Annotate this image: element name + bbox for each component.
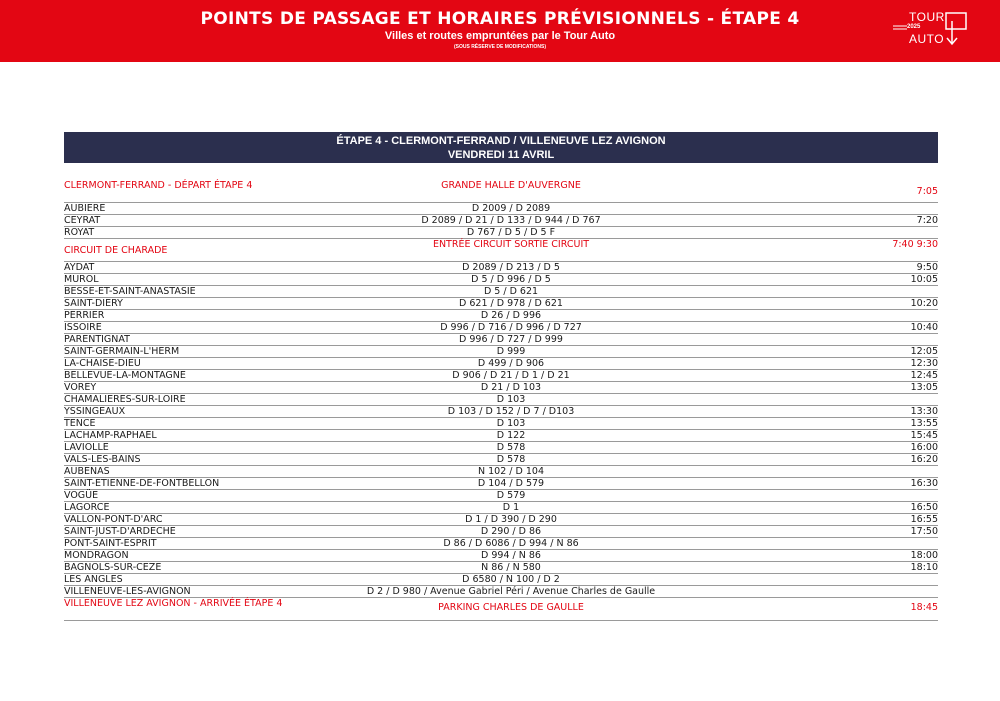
route-cell: D 999 <box>496 346 526 357</box>
route-cell: D 579 <box>496 490 526 501</box>
table-row-finish <box>64 598 938 621</box>
time-cell: 13:05 <box>910 382 938 393</box>
city-cell: VALS-LES-BAINS <box>64 454 141 465</box>
table-row <box>64 262 938 274</box>
time-cell: 7:20 <box>916 215 938 226</box>
table-row <box>64 406 938 418</box>
table-row <box>64 538 938 550</box>
route-cell: D 26 / D 996 <box>480 310 542 321</box>
route-cell: D 499 / D 906 <box>477 358 545 369</box>
table-row <box>64 562 938 574</box>
itinerary-table <box>64 180 938 621</box>
top-banner <box>0 0 1000 62</box>
city-cell: PARENTIGNAT <box>64 334 130 345</box>
route-cell: D 2089 / D 213 / D 5 <box>462 262 560 273</box>
time-cell: 16:20 <box>910 454 938 465</box>
route-cell: D 996 / D 716 / D 996 / D 727 <box>440 322 582 333</box>
city-cell: PONT-SAINT-ESPRIT <box>64 538 157 549</box>
logo-text-bottom: AUTO <box>909 32 945 46</box>
time-cell: 18:45 <box>910 602 938 613</box>
city-cell: BAGNOLS-SUR-CEZE <box>64 562 162 573</box>
city-cell: YSSINGEAUX <box>64 406 126 417</box>
city-cell: SAINT-GERMAIN-L'HERM <box>64 346 180 357</box>
route-cell: D 767 / D 5 / D 5 F <box>466 227 556 238</box>
route-cell: D 994 / N 86 <box>481 550 541 561</box>
time-cell: 12:05 <box>910 346 938 357</box>
table-row <box>64 298 938 310</box>
table-row <box>64 418 938 430</box>
route-cell: N 102 / D 104 <box>478 466 544 477</box>
route-cell: D 578 <box>496 442 526 453</box>
city-cell: SAINT-JUST-D'ARDECHE <box>64 526 176 537</box>
route-cell: D 2009 / D 2089 <box>471 203 551 214</box>
city-cell: LACHAMP-RAPHAEL <box>64 430 157 441</box>
route-cell: D 906 / D 21 / D 1 / D 21 <box>452 370 570 381</box>
table-row <box>64 454 938 466</box>
stage-date: VENDREDI 11 AVRIL <box>447 149 555 161</box>
table-row-circuit <box>64 239 938 262</box>
route-cell: D 1 / D 390 / D 290 <box>465 514 557 525</box>
route-cell: D 578 <box>496 454 526 465</box>
page-title: POINTS DE PASSAGE ET HORAIRES PRÉVISIONNELS - ÉTAPE 4 <box>200 9 800 29</box>
time-cell: 13:30 <box>910 406 938 417</box>
city-cell: TENCE <box>64 418 96 429</box>
route-cell: D 103 <box>496 418 526 429</box>
table-row <box>64 442 938 454</box>
table-row <box>64 574 938 586</box>
city-cell: CEYRAT <box>64 215 101 226</box>
city-cell: LES ANGLES <box>64 574 123 585</box>
city-cell: MONDRAGON <box>64 550 129 561</box>
route-cell: N 86 / N 580 <box>481 562 541 573</box>
table-row <box>64 215 938 227</box>
city-cell: ROYAT <box>64 227 95 238</box>
route-cell: D 5 / D 996 / D 5 <box>471 274 551 285</box>
logo-text-year: 2025 <box>907 24 921 30</box>
time-cell: 10:20 <box>910 298 938 309</box>
city-cell: VALLON-PONT-D'ARC <box>64 514 163 525</box>
city-cell: PERRIER <box>64 310 105 321</box>
stage-title: ÉTAPE 4 - CLERMONT-FERRAND / VILLENEUVE LEZ AVIGNON <box>336 135 666 147</box>
table-row <box>64 382 938 394</box>
route-cell: D 996 / D 727 / D 999 <box>459 334 563 345</box>
city-cell: VILLENEUVE-LES-AVIGNON <box>64 586 191 597</box>
city-cell: SAINT-DIERY <box>64 298 123 309</box>
route-cell: D 5 / D 621 <box>483 286 539 297</box>
time-cell: 16:50 <box>910 502 938 513</box>
time-cell: 13:55 <box>910 418 938 429</box>
route-cell: D 2089 / D 21 / D 133 / D 944 / D 767 <box>421 215 601 226</box>
time-cell: 17:50 <box>910 526 938 537</box>
city-cell: AUBIERE <box>64 203 106 214</box>
time-cell: 12:45 <box>910 370 938 381</box>
time-cell: 10:05 <box>910 274 938 285</box>
route-cell: PARKING CHARLES DE GAULLE <box>438 602 584 613</box>
table-row <box>64 310 938 322</box>
city-cell: VOGÜE <box>64 490 99 501</box>
city-cell: VOREY <box>64 382 97 393</box>
time-cell: 12:30 <box>910 358 938 369</box>
city-cell: BELLEVUE-LA-MONTAGNE <box>64 370 186 381</box>
city-cell: MUROL <box>64 274 99 285</box>
route-cell: D 86 / D 6086 / D 994 / N 86 <box>443 538 579 549</box>
table-row <box>64 526 938 538</box>
disclaimer-note: (SOUS RÉSERVE DE MODIFICATIONS) <box>453 44 547 50</box>
table-row <box>64 550 938 562</box>
city-cell: CHAMALIERES-SUR-LOIRE <box>64 394 186 405</box>
route-cell: GRANDE HALLE D'AUVERGNE <box>441 180 581 191</box>
route-cell: D 290 / D 86 <box>480 526 542 537</box>
table-row <box>64 346 938 358</box>
route-cell: D 21 / D 103 <box>480 382 542 393</box>
time-cell: 18:00 <box>910 550 938 561</box>
time-cell: 7:40 9:30 <box>892 239 938 250</box>
table-row <box>64 286 938 298</box>
table-row <box>64 502 938 514</box>
city-cell: BESSE-ET-SAINT-ANASTASIE <box>64 286 196 297</box>
time-cell: 7:05 <box>916 186 938 197</box>
route-cell: D 103 / D 152 / D 7 / D103 <box>447 406 575 417</box>
route-cell: ENTRÉE CIRCUIT SORTIE CIRCUIT <box>432 239 590 250</box>
stage-header <box>64 132 938 163</box>
table-row <box>64 334 938 346</box>
city-cell: SAINT-ETIENNE-DE-FONTBELLON <box>64 478 220 489</box>
route-cell: D 6580 / N 100 / D 2 <box>462 574 560 585</box>
time-cell: 15:45 <box>910 430 938 441</box>
time-cell: 10:40 <box>910 322 938 333</box>
table-row <box>64 478 938 490</box>
route-cell: D 104 / D 579 <box>477 478 545 489</box>
table-row <box>64 203 938 215</box>
time-cell: 16:30 <box>910 478 938 489</box>
table-row <box>64 322 938 334</box>
tour-auto-logo <box>893 9 971 51</box>
page-subtitle: Villes et routes empruntées par le Tour Auto <box>384 30 616 42</box>
time-cell: 16:55 <box>910 514 938 525</box>
time-cell: 18:10 <box>910 562 938 573</box>
logo-text-top: TOUR <box>909 10 945 24</box>
table-row <box>64 514 938 526</box>
table-row <box>64 358 938 370</box>
table-row <box>64 227 938 239</box>
route-cell: D 122 <box>496 430 526 441</box>
city-cell: AUBENAS <box>64 466 110 477</box>
city-cell: VILLENEUVE LEZ AVIGNON - ARRIVÉE ÉTAPE 4 <box>64 598 283 609</box>
time-cell: 9:50 <box>916 262 938 273</box>
time-cell: 16:00 <box>910 442 938 453</box>
route-cell: D 621 / D 978 / D 621 <box>459 298 563 309</box>
city-cell: CIRCUIT DE CHARADE <box>64 245 168 256</box>
city-cell: LAVIOLLE <box>64 442 109 453</box>
route-cell: D 2 / D 980 / Avenue Gabriel Péri / Avenue Charles de Gaulle <box>366 586 656 597</box>
table-row <box>64 490 938 502</box>
city-cell: LA-CHAISE-DIEU <box>64 358 141 369</box>
table-row <box>64 586 938 598</box>
table-row <box>64 370 938 382</box>
table-row <box>64 430 938 442</box>
route-cell: D 1 <box>502 502 520 513</box>
route-cell: D 103 <box>496 394 526 405</box>
city-cell: ISSOIRE <box>64 322 102 333</box>
city-cell: AYDAT <box>64 262 95 273</box>
table-row <box>64 466 938 478</box>
table-row <box>64 394 938 406</box>
city-cell: CLERMONT-FERRAND - DÉPART ÉTAPE 4 <box>64 180 253 191</box>
table-row <box>64 274 938 286</box>
table-row-start <box>64 180 938 203</box>
city-cell: LAGORCE <box>64 502 110 513</box>
